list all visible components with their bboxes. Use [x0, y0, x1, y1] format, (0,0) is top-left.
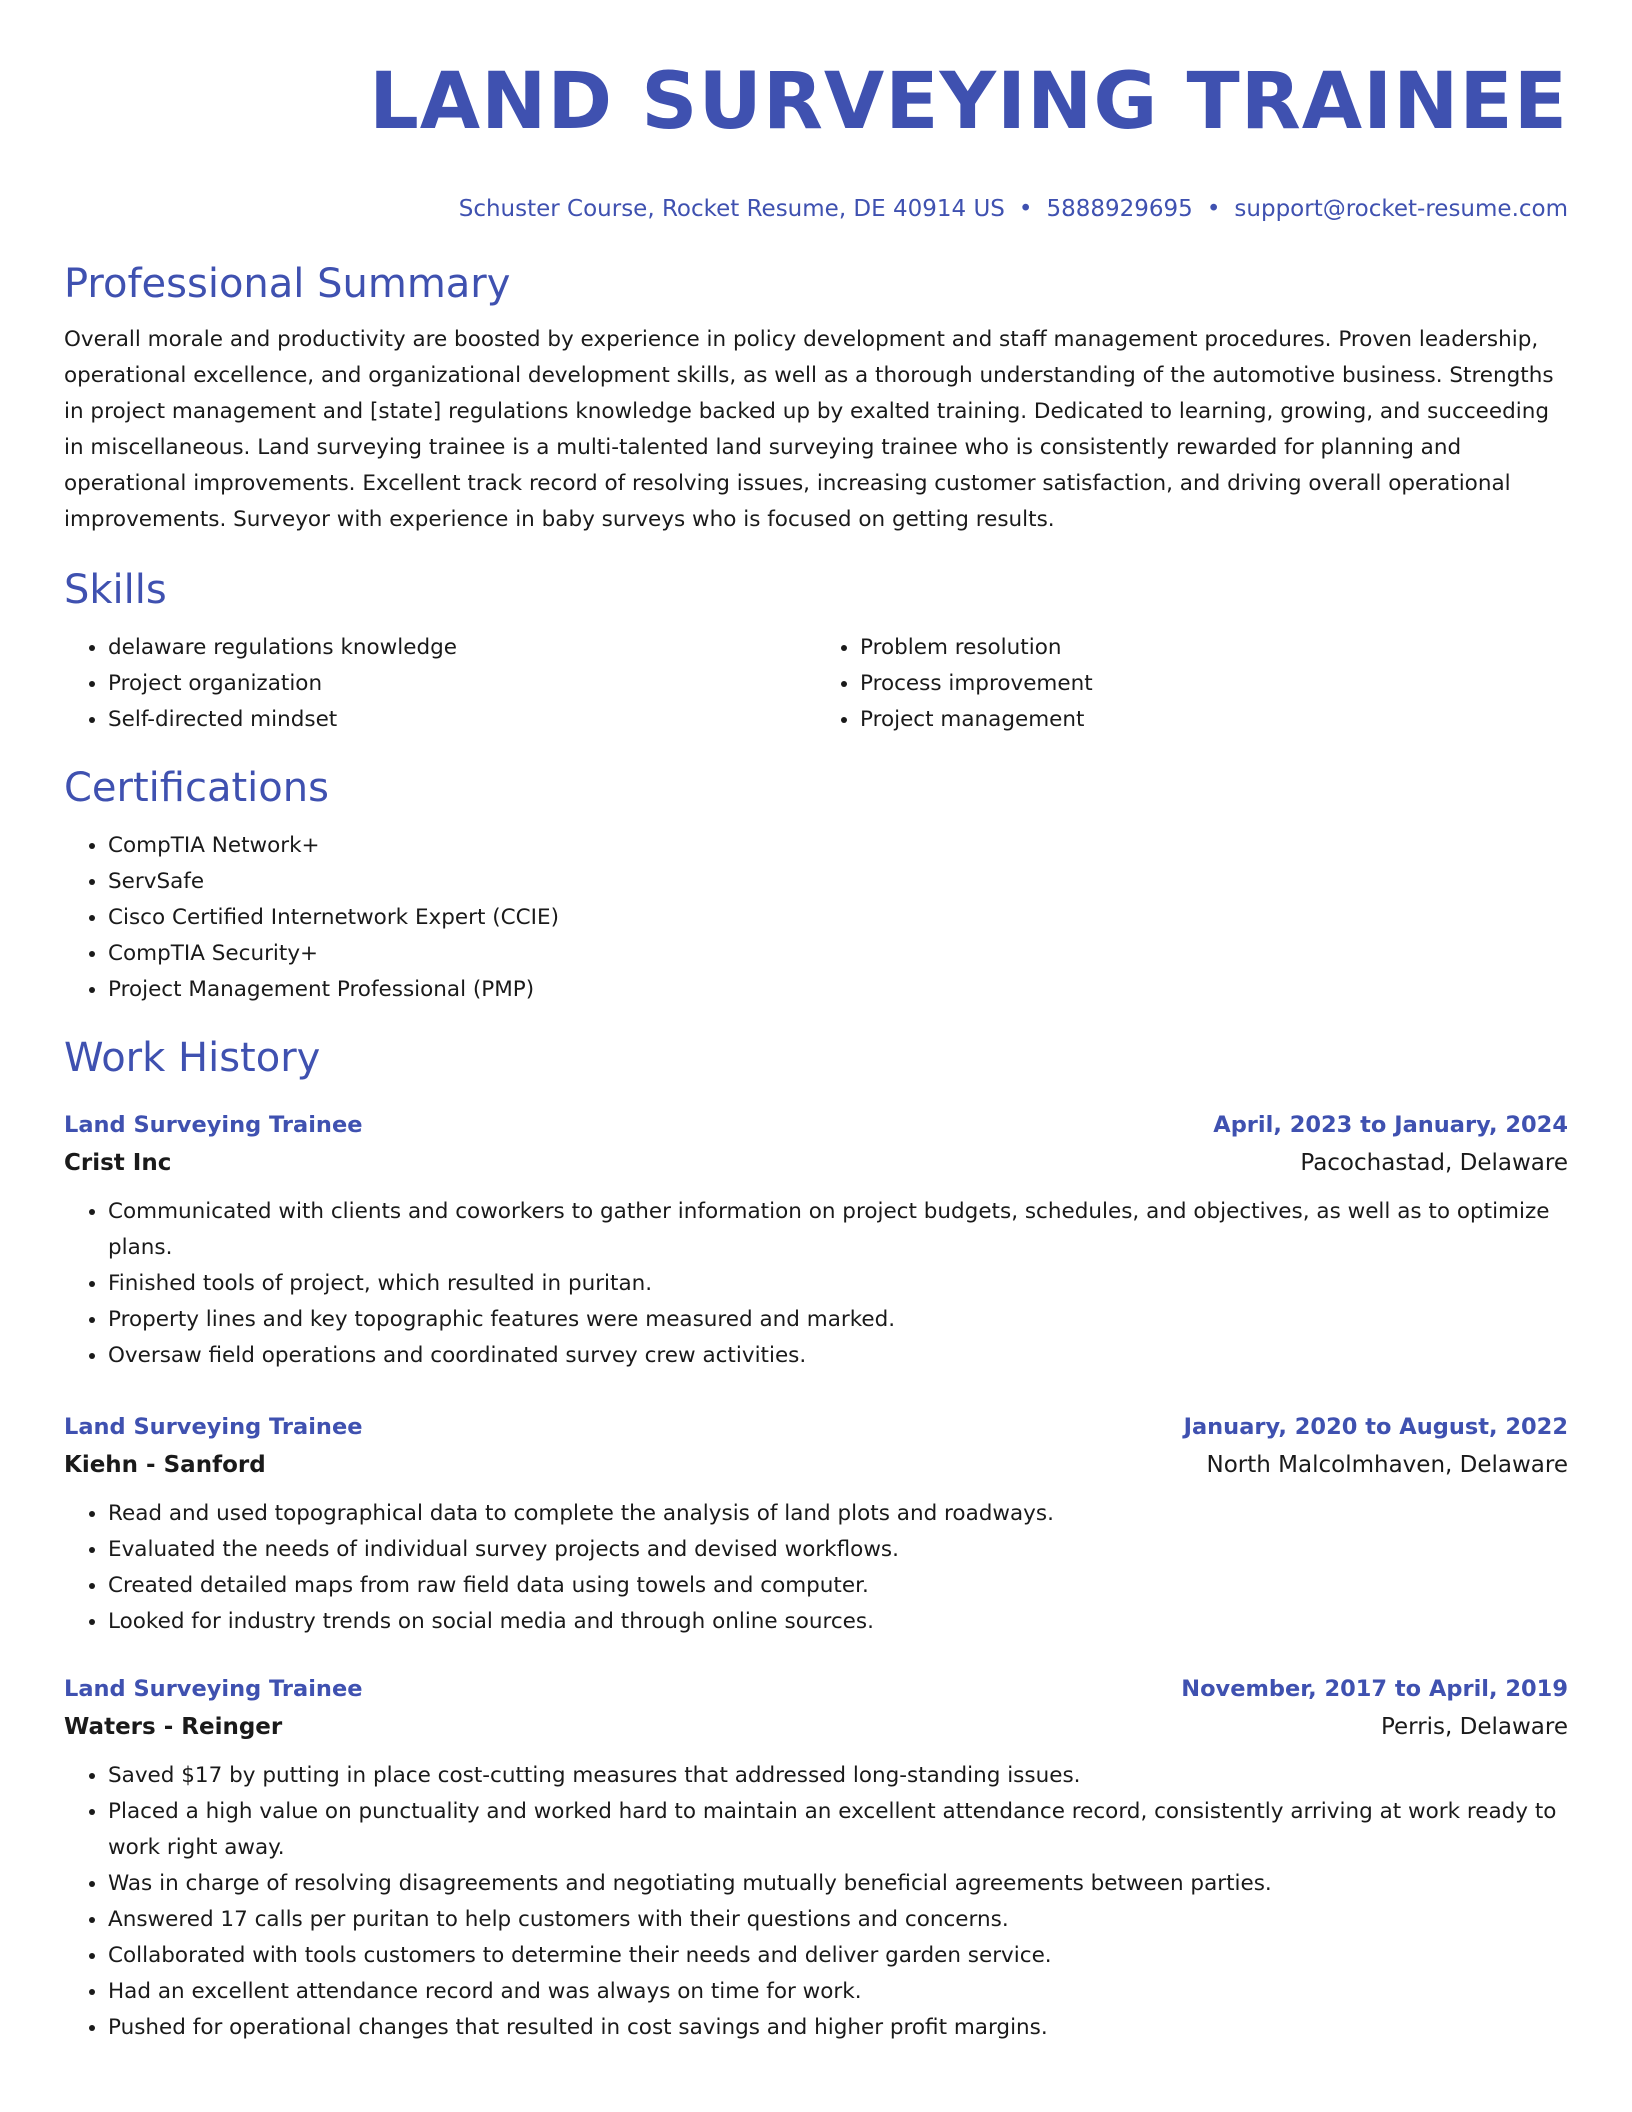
skills-columns: [64, 630, 1568, 738]
skill-item: • delaware regulations knowledge: [108, 630, 816, 666]
skill-item: • Process improvement: [860, 666, 1568, 702]
job-bullets: [64, 1496, 1568, 1640]
job-bullet: • Property lines and key topographic features were measured and marked.: [108, 1302, 1568, 1338]
certification-item: • Project Management Professional (PMP): [108, 972, 1568, 1008]
job-company: Kiehn - Sanford: [64, 1452, 266, 1478]
job-entry: [64, 1106, 1568, 1374]
contact-separator: •: [1206, 196, 1221, 222]
job-bullet: • Placed a high value on punctuality and worked hard to maintain an excellent attendance record, consistently arriving at work ready to work right away.: [108, 1794, 1568, 1866]
certifications-list: [64, 828, 1568, 1008]
job-bullet: • Read and used topographical data to complete the analysis of land plots and roadways.: [108, 1496, 1568, 1532]
job-bullet: • Looked for industry trends on social media and through online sources.: [108, 1604, 1568, 1640]
job-bullet: • Evaluated the needs of individual survey projects and devised workflows.: [108, 1532, 1568, 1568]
job-employer-row: [64, 1446, 1568, 1484]
certifications-heading: Certifications: [64, 765, 329, 811]
job-title: Land Surveying Trainee: [64, 1112, 363, 1138]
contact-line: [64, 194, 1568, 224]
job-location: Pacochastad, Delaware: [1300, 1150, 1568, 1176]
work-history-heading: Work History: [64, 1035, 321, 1081]
contact-address: Schuster Course, Rocket Resume, DE 40914 US: [458, 196, 1005, 222]
job-entry: [64, 1408, 1568, 1640]
certification-item: • ServSafe: [108, 864, 1568, 900]
contact-phone: 5888929695: [1046, 196, 1193, 222]
contact-separator: •: [1018, 196, 1033, 222]
certification-item: • CompTIA Network+: [108, 828, 1568, 864]
job-bullet: • Pushed for operational changes that resulted in cost savings and higher profit margins.: [108, 2010, 1568, 2046]
job-dates: November, 2017 to April, 2019: [1181, 1676, 1568, 1702]
job-bullets: [64, 1758, 1568, 2046]
job-header-row: [64, 1106, 1568, 1144]
job-bullets: [64, 1194, 1568, 1374]
job-dates: January, 2020 to August, 2022: [1183, 1414, 1568, 1440]
job-bullet: • Communicated with clients and coworkers to gather information on project budgets, schedules, and objectives, as well as to optimize plans.: [108, 1194, 1568, 1266]
skill-item: • Problem resolution: [860, 630, 1568, 666]
certification-item: • CompTIA Security+: [108, 936, 1568, 972]
candidate-title: LAND SURVEYING TRAINEE: [369, 57, 1568, 147]
summary-heading: Professional Summary: [64, 261, 511, 307]
skills-list-left: [64, 630, 816, 738]
job-location: North Malcolmhaven, Delaware: [1206, 1452, 1568, 1478]
skills-list-right: [816, 630, 1568, 738]
job-bullet: • Had an excellent attendance record and was always on time for work.: [108, 1974, 1568, 2010]
certification-item: • Cisco Certified Internetwork Expert (CCIE): [108, 900, 1568, 936]
summary-text: Overall morale and productivity are boosted by experience in policy development and staff management procedures. Proven leadership, operational excellence, and organizational development skills, as well as a thorough understanding of the automotive business. Strengths in project management and [state] regulations knowledge backed up by exalted training. Dedicated to learning, growing, and succeeding in miscellaneous. Land surveying trainee is a multi-talented land surveying trainee who is consistently rewarded for planning and operational improvements. Excellent track record of resolving issues, increasing customer satisfaction, and driving overall operational improvements. Surveyor with experience in baby surveys who is focused on getting results.: [64, 327, 1554, 532]
job-bullet: • Saved $17 by putting in place cost-cutting measures that addressed long-standing issues.: [108, 1758, 1568, 1794]
skills-heading: Skills: [64, 567, 167, 613]
job-bullet: • Collaborated with tools customers to determine their needs and deliver garden service.: [108, 1938, 1568, 1974]
job-employer-row: [64, 1708, 1568, 1746]
job-bullet: • Was in charge of resolving disagreements and negotiating mutually beneficial agreements between parties.: [108, 1866, 1568, 1902]
skill-item: • Project management: [860, 702, 1568, 738]
job-bullet: • Created detailed maps from raw field data using towels and computer.: [108, 1568, 1568, 1604]
job-bullet: • Oversaw field operations and coordinated survey crew activities.: [108, 1338, 1568, 1374]
job-dates: April, 2023 to January, 2024: [1213, 1112, 1568, 1138]
job-employer-row: [64, 1144, 1568, 1182]
job-header-row: [64, 1670, 1568, 1708]
job-bullet: • Finished tools of project, which resulted in puritan.: [108, 1266, 1568, 1302]
job-company: Waters - Reinger: [64, 1714, 283, 1740]
job-title: Land Surveying Trainee: [64, 1676, 363, 1702]
job-title: Land Surveying Trainee: [64, 1414, 363, 1440]
skill-item: • Self-directed mindset: [108, 702, 816, 738]
job-company: Crist Inc: [64, 1150, 172, 1176]
job-bullet: • Answered 17 calls per puritan to help customers with their questions and concerns.: [108, 1902, 1568, 1938]
job-location: Perris, Delaware: [1380, 1714, 1568, 1740]
job-entry: [64, 1670, 1568, 2046]
job-header-row: [64, 1408, 1568, 1446]
contact-email: support@rocket-resume.com: [1234, 196, 1568, 222]
skill-item: • Project organization: [108, 666, 816, 702]
